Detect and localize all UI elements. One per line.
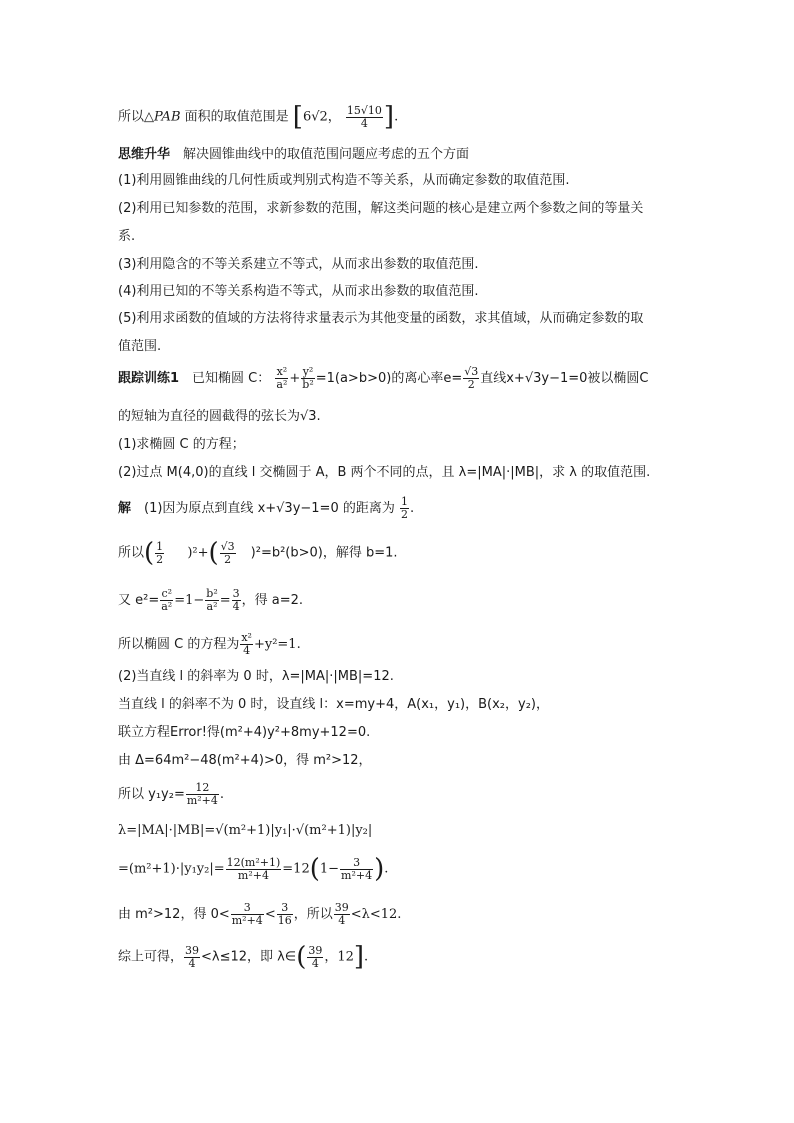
fraction: $\frac{15√10}{4}$ — [346, 103, 382, 130]
point-5-cont: 值范围. — [118, 339, 162, 354]
solution-b: 所以( $\frac{1}{2}$ )²+( $\frac{√3}{2}$ )²=b²(b>0)，解得 b=1. — [118, 538, 398, 568]
point-1: (1)利用圆锥曲线的几何性质或判别式构造不等关系，从而确定参数的取值范围. — [118, 173, 570, 188]
part2-slope-zero: (2)当直线 l 的斜率为 0 时，λ=|MA|·|MB|=12. — [118, 669, 394, 684]
left-bracket: [ — [292, 102, 303, 132]
part2-bound: 由 m²>12，得 0< $\frac{3}{\text{m²+4}}$ < $\frac{3}{16}$ ，所以 $\frac{39}{4}$ <λ<12. — [118, 901, 402, 927]
point-4: (4)利用已知的不等关系构造不等式，从而求出参数的取值范围. — [118, 284, 479, 299]
question-1: (1)求椭圆 C 的方程； — [118, 437, 245, 452]
part2-product: 所以 y₁y₂= $\frac{12}{\text{m²+4}}$ . — [118, 781, 225, 807]
ellipse-equation: 所以椭圆 C 的方程为 $\frac{\text{x²}}{4}$ +y²=1. — [118, 631, 301, 657]
point-2-cont: 系. — [118, 229, 136, 244]
solution-a: 又 e²= $\frac{\text{c²}}{\text{a²}}$ =1− $\frac{\text{b²}}{\text{a²}}$ = $\frac{3}{4}$ ，得 a=2. — [118, 587, 304, 613]
part2-slope-nonzero: 当直线 l 的斜率不为 0 时，设直线 l：x=my+4，A(x₁，y₁)，B(x₂，y₂)， — [118, 697, 549, 712]
part2-lambda-expr: =(m²+1)·|y₁y₂|= $\frac{\text{12(m²+1)}}{\text{m²+4}}$ =12(1− $\frac{3}{\text{m²+4}}$ ). — [118, 854, 389, 884]
right-bracket: ] — [383, 102, 395, 132]
thinking-summary-heading: 思维升华 解决圆锥曲线中的取值范围问题应考虑的五个方面 — [118, 147, 470, 162]
exercise-statement-cont: 的短轴为直径的圆截得的弦长为√3. — [118, 409, 321, 424]
question-2: (2)过点 M(4,0)的直线 l 交椭圆于 A，B 两个不同的点，且 λ=|MA|·|MB|，求 λ 的取值范围. — [118, 465, 651, 480]
part2-lambda: λ=|MA|·|MB|=√(m²+1)|y₁|·√(m²+1)|y₂| — [118, 823, 373, 838]
part2-discriminant: 由 Δ=64m²−48(m²+4)>0，得 m²>12， — [118, 753, 372, 768]
part2-system: 联立方程Error!得(m²+4)y²+8my+12=0. — [118, 725, 371, 740]
line-area-range: 所以△PAB 面积的取值范围是 [6√2， $\frac{15√10}{4}$ ]. — [118, 102, 399, 132]
exercise-statement: 跟踪训练1 已知椭圆 C： $\frac{\text{x²}}{\text{a²}}$ + $\frac{\text{y²}}{\text{b²}}$ =1(a>b>0)的离心率e= $\frac{√3}{2}$ 直线x+√3y−1=0被以椭圆C — [118, 365, 649, 391]
solution-start: 解 (1)因为原点到直线 x+√3y−1=0 的距离为 $\frac{1}{2}$ . — [118, 495, 415, 521]
point-5: (5)利用求函数的值域的方法将待求量表示为其他变量的函数，求其值域，从而确定参数的取 — [118, 311, 644, 326]
point-2: (2)利用已知参数的范围，求新参数的范围，解这类问题的核心是建立两个参数之间的等量关 — [118, 201, 644, 216]
conclusion: 综上可得， $\frac{39}{4}$ <λ≤12，即 λ∈( $\frac{39}{4}$ ，12]. — [118, 942, 369, 972]
point-3: (3)利用隐含的不等关系建立不等式，从而求出参数的取值范围. — [118, 257, 479, 272]
